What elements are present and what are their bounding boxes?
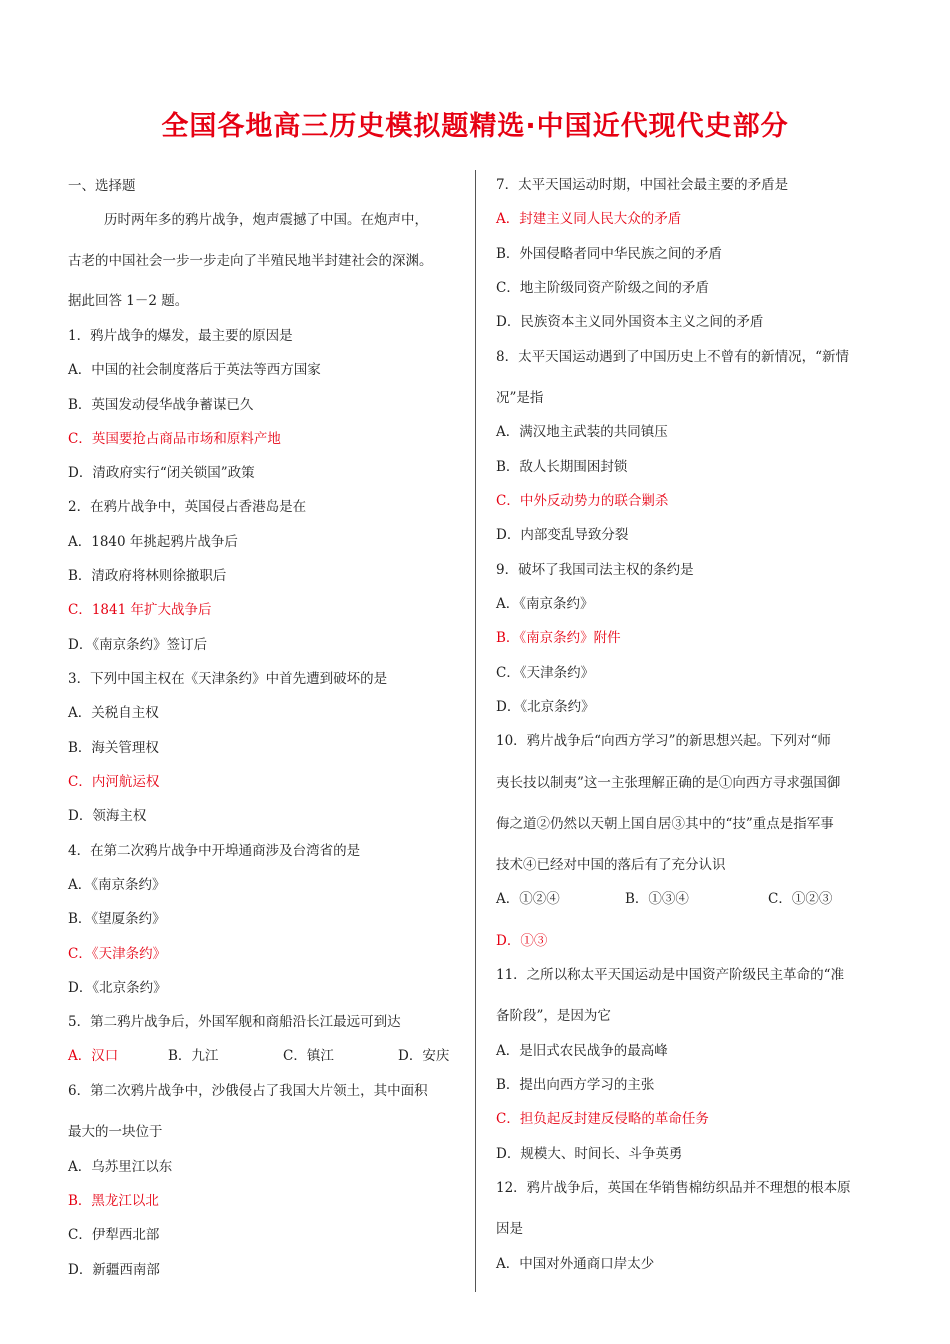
section-heading: 一、选择题: [68, 178, 136, 194]
question-8-line-2: 况”是指: [496, 390, 544, 406]
option-4a: A．《南京条约》: [68, 877, 166, 893]
answer-5a: A．汉口: [68, 1048, 119, 1064]
option-5d: D．安庆: [398, 1048, 450, 1064]
answer-2c: C．1841 年扩大战争后: [68, 602, 212, 618]
option-9d: D．《北京条约》: [496, 699, 595, 715]
question-10-line-2: 夷长技以制夷”这一主张理解正确的是①向西方寻求强国御: [496, 775, 841, 791]
option-8d: D．内部变乱导致分裂: [496, 527, 629, 543]
option-11b: B．提出向西方学习的主张: [496, 1077, 655, 1093]
answer-3c: C．内河航运权: [68, 774, 160, 790]
option-4d: D．《北京条约》: [68, 980, 167, 996]
option-2b: B．清政府将林则徐撤职后: [68, 568, 227, 584]
option-8b: B．敌人长期围困封锁: [496, 459, 628, 475]
option-7b: B．外国侵略者同中华民族之间的矛盾: [496, 246, 722, 262]
option-10c: C．①②③: [768, 891, 833, 907]
question-10-line-3: 侮之道②仍然以天朝上国自居③其中的“技”重点是指军事: [496, 816, 834, 832]
question-9: 9．破坏了我国司法主权的条约是: [496, 562, 694, 578]
option-9c: C．《天津条约》: [496, 665, 595, 681]
answer-4c: C．《天津条约》: [68, 946, 167, 962]
question-3: 3．下列中国主权在《天津条约》中首先遭到破坏的是: [68, 671, 388, 687]
question-2: 2．在鸦片战争中，英国侵占香港岛是在: [68, 499, 307, 515]
question-1: 1．鸦片战争的爆发，最主要的原因是: [68, 328, 293, 344]
option-3b: B．海关管理权: [68, 740, 159, 756]
intro-line-2: 古老的中国社会一步一步走向了半殖民地半封建社会的深渊。: [68, 253, 433, 269]
option-11d: D．规模大、时间长、斗争英勇: [496, 1146, 683, 1162]
option-12a: A．中国对外通商口岸太少: [496, 1256, 655, 1272]
question-7: 7．太平天国运动时期，中国社会最主要的矛盾是: [496, 177, 789, 193]
option-1a: A．中国的社会制度落后于英法等西方国家: [68, 362, 321, 378]
option-1d: D．清政府实行“闭关锁国”政策: [68, 465, 255, 481]
column-divider: [475, 170, 476, 1292]
question-6-line-1: 6．第二次鸦片战争中，沙俄侵占了我国大片领土，其中面积: [68, 1083, 428, 1099]
intro-line-3: 据此回答 1－2 题。: [68, 293, 189, 309]
question-12-line-2: 因是: [496, 1221, 523, 1237]
option-3a: A．关税自主权: [68, 705, 159, 721]
option-7c: C．地主阶级同资产阶级之间的矛盾: [496, 280, 709, 296]
option-5b: B．九江: [168, 1048, 219, 1064]
question-5: 5．第二鸦片战争后，外国军舰和商船沿长江最远可到达: [68, 1014, 401, 1030]
question-4: 4．在第二次鸦片战争中开埠通商涉及台湾省的是: [68, 843, 361, 859]
answer-8c: C．中外反动势力的联合剿杀: [496, 493, 669, 509]
question-10-line-4: 技术④已经对中国的落后有了充分认识: [496, 857, 726, 873]
option-2a: A．1840 年挑起鸦片战争后: [68, 534, 238, 550]
option-2d: D．《南京条约》签订后: [68, 637, 208, 653]
question-10-line-1: 10．鸦片战争后“向西方学习”的新思想兴起。下列对“师: [496, 733, 831, 749]
option-10a: A．①②④: [496, 891, 560, 907]
option-6c: C．伊犁西北部: [68, 1227, 160, 1243]
option-1b: B．英国发动侵华战争蓄谋已久: [68, 397, 254, 413]
answer-9b: B．《南京条约》附件: [496, 630, 621, 646]
answer-10d: D．①③: [496, 933, 548, 949]
option-7d: D．民族资本主义同外国资本主义之间的矛盾: [496, 314, 764, 330]
option-5c: C．镇江: [283, 1048, 334, 1064]
option-11a: A．是旧式农民战争的最高峰: [496, 1043, 668, 1059]
option-4b: B．《望厦条约》: [68, 911, 166, 927]
answer-7a: A．封建主义同人民大众的矛盾: [496, 211, 682, 227]
question-11-line-2: 备阶段”，是因为它: [496, 1008, 611, 1024]
option-6d: D．新疆西南部: [68, 1262, 160, 1278]
question-6-line-2: 最大的一块位于: [68, 1124, 163, 1140]
question-12-line-1: 12．鸦片战争后，英国在华销售棉纺织品并不理想的根本原: [496, 1180, 851, 1196]
option-3d: D．领海主权: [68, 808, 147, 824]
option-10b: B．①③④: [625, 891, 689, 907]
option-6a: A．乌苏里江以东: [68, 1159, 173, 1175]
answer-11c: C．担负起反封建反侵略的革命任务: [496, 1111, 709, 1127]
answer-6b: B．黑龙江以北: [68, 1193, 159, 1209]
option-9a: A．《南京条约》: [496, 596, 594, 612]
answer-1c: C．英国要抢占商品市场和原料产地: [68, 431, 281, 447]
page-title: 全国各地高三历史模拟题精选·中国近代现代史部分: [161, 111, 789, 142]
option-8a: A．满汉地主武装的共同镇压: [496, 424, 668, 440]
question-11-line-1: 11．之所以称太平天国运动是中国资产阶级民主革命的“准: [496, 967, 845, 983]
intro-line-1: 历时两年多的鸦片战争，炮声震撼了中国。在炮声中，: [104, 212, 428, 228]
question-8-line-1: 8．太平天国运动遇到了中国历史上不曾有的新情况，“新情: [496, 349, 849, 365]
